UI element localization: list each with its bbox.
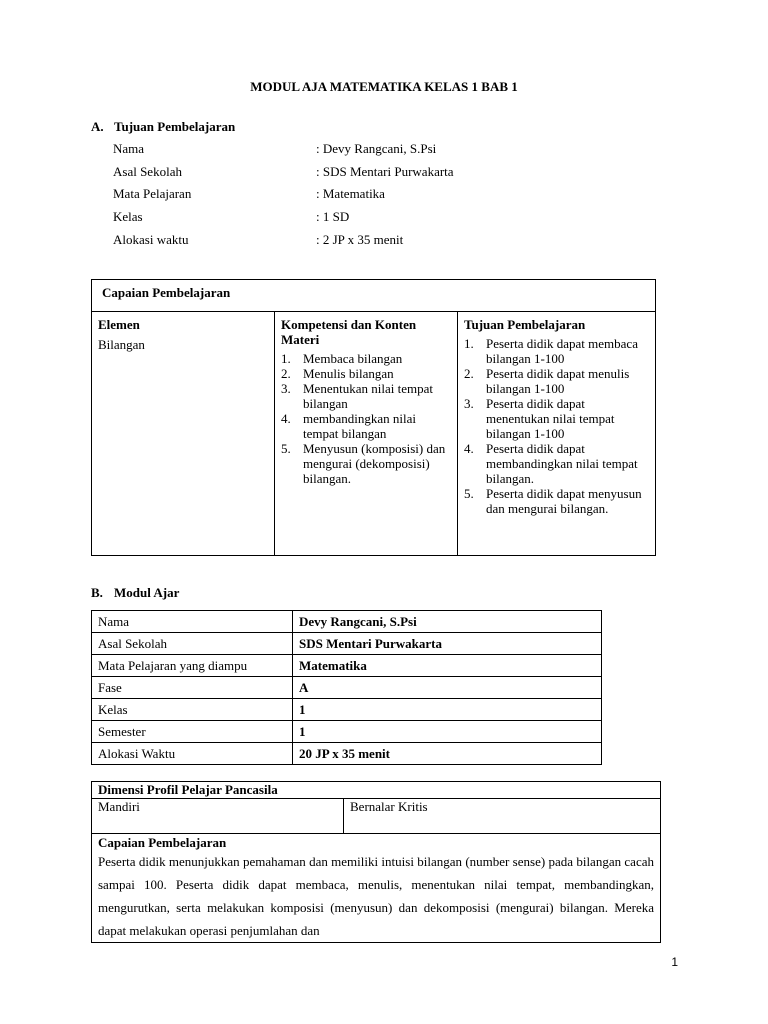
- tujuan-cell: [458, 312, 656, 556]
- list-text: Peserta didik dapat membandingkan nilai tempat bilangan.: [486, 441, 638, 486]
- dimensi-profil-table: [91, 781, 661, 943]
- table-row: [92, 655, 602, 677]
- elemen-heading: Elemen: [98, 317, 140, 332]
- row-value: Devy Rangcani, S.Psi: [293, 611, 602, 633]
- row-value: 20 JP x 35 menit: [293, 743, 602, 765]
- elemen-value: Bilangan: [98, 337, 145, 352]
- section-b-title: Modul Ajar: [114, 585, 180, 600]
- list-item: [281, 366, 451, 381]
- list-text: Peserta didik dapat menentukan nilai tempat bilangan 1-100: [486, 396, 615, 441]
- row-label: Semester: [92, 721, 293, 743]
- table-row: [92, 633, 602, 655]
- info-label: Nama: [113, 141, 145, 156]
- tujuan-list: [464, 336, 649, 516]
- capaian-text: Peserta didik menunjukkan pemahaman dan memiliki intuisi bilangan (number sense) pada bilangan cacah sampai 100. Peserta didik dapat membaca, menulis, menentukan nilai tempat, membandingkan, mengurutkan, serta melakukan komposisi (menyusun) dan dekomposisi (mengurai) bilangan. Mereka dapat melakukan operasi penjumlahan dan: [98, 854, 654, 938]
- kompetensi-heading: Kompetensi dan Konten Materi: [281, 317, 417, 347]
- list-text: membandingkan nilai tempat bilangan: [303, 411, 417, 441]
- info-label: Mata Pelajaran: [113, 186, 192, 201]
- list-item: [281, 351, 451, 366]
- row-label: Alokasi Waktu: [92, 743, 293, 765]
- list-number: 1.: [281, 351, 291, 366]
- info-label: Kelas: [113, 209, 143, 224]
- capaian-heading: Capaian Pembelajaran: [98, 835, 227, 850]
- capaian-pembelajaran-table: [91, 279, 656, 556]
- capaian-header: Capaian Pembelajaran: [92, 280, 656, 312]
- row-label: Nama: [92, 611, 293, 633]
- list-number: 1.: [464, 336, 474, 351]
- list-text: Menentukan nilai tempat bilangan: [303, 381, 433, 411]
- list-number: 4.: [281, 411, 291, 426]
- page-number: 1: [671, 955, 678, 969]
- info-value: : Devy Rangcani, S.Psi: [316, 141, 437, 156]
- row-label: Kelas: [92, 699, 293, 721]
- list-item: [464, 486, 649, 516]
- dimensi-heading: Dimensi Profil Pelajar Pancasila: [92, 782, 661, 799]
- dimensi-item: Bernalar Kritis: [344, 799, 661, 834]
- section-a-heading: [91, 119, 235, 135]
- elemen-cell: [92, 312, 275, 556]
- list-text: Peserta didik dapat menyusun dan mengurai bilangan.: [486, 486, 642, 516]
- row-value: 1: [293, 699, 602, 721]
- table-row: [92, 677, 602, 699]
- row-value: SDS Mentari Purwakarta: [293, 633, 602, 655]
- info-label: Asal Sekolah: [113, 164, 182, 179]
- list-text: Peserta didik dapat membaca bilangan 1-100: [486, 336, 638, 366]
- info-value: : 1 SD: [316, 209, 350, 224]
- row-label: Asal Sekolah: [92, 633, 293, 655]
- list-number: 3.: [464, 396, 474, 411]
- row-value: 1: [293, 721, 602, 743]
- kompetensi-cell: [275, 312, 458, 556]
- section-a-number: A.: [91, 119, 104, 134]
- section-a-title: Tujuan Pembelajaran: [114, 119, 236, 134]
- row-value: Matematika: [293, 655, 602, 677]
- list-item: [281, 441, 451, 486]
- page-title: MODUL AJA MATEMATIKA KELAS 1 BAB 1: [250, 79, 518, 94]
- section-b-heading: [91, 585, 179, 601]
- list-item: [281, 381, 451, 411]
- section-b-number: B.: [91, 585, 103, 600]
- capaian-pembelajaran-cell: [92, 834, 661, 943]
- list-item: [464, 396, 649, 441]
- table-row: [92, 743, 602, 765]
- list-number: 3.: [281, 381, 291, 396]
- list-text: Peserta didik dapat menulis bilangan 1-100: [486, 366, 630, 396]
- info-value: : 2 JP x 35 menit: [316, 232, 404, 247]
- tujuan-heading: Tujuan Pembelajaran: [464, 317, 586, 332]
- list-item: [464, 441, 649, 486]
- list-number: 2.: [464, 366, 474, 381]
- info-value: : SDS Mentari Purwakarta: [316, 164, 454, 179]
- info-label: Alokasi waktu: [113, 232, 189, 247]
- list-item: [281, 411, 451, 441]
- row-label: Fase: [92, 677, 293, 699]
- list-number: 5.: [281, 441, 291, 456]
- list-number: 5.: [464, 486, 474, 501]
- list-item: [464, 366, 649, 396]
- list-item: [464, 336, 649, 366]
- list-text: Menyusun (komposisi) dan mengurai (dekomposisi) bilangan.: [303, 441, 446, 486]
- list-number: 4.: [464, 441, 474, 456]
- list-number: 2.: [281, 366, 291, 381]
- list-text: Membaca bilangan: [303, 351, 403, 366]
- row-label: Mata Pelajaran yang diampu: [92, 655, 293, 677]
- row-value: A: [293, 677, 602, 699]
- info-value: : Matematika: [316, 186, 385, 201]
- table-row: [92, 611, 602, 633]
- list-text: Menulis bilangan: [303, 366, 394, 381]
- dimensi-item: Mandiri: [92, 799, 344, 834]
- table-row: [92, 699, 602, 721]
- kompetensi-list: [281, 351, 451, 486]
- modul-ajar-table: [91, 610, 602, 765]
- table-row: [92, 721, 602, 743]
